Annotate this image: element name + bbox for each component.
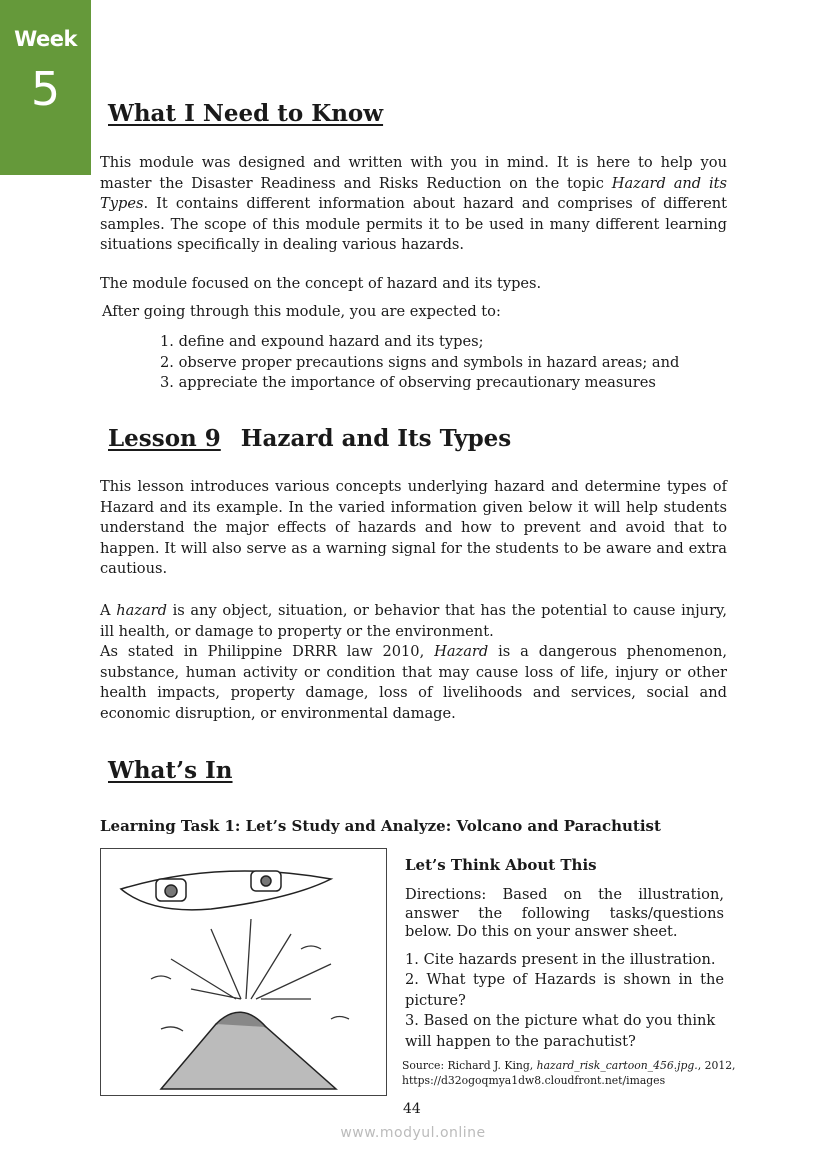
drrr-law-definition: As stated in Philippine DRRR law 2010, Hazard is a dangerous phenomenon, substance, human activity or condition that may cause loss of life, injury or other health impacts, property damage, loss of livelihoods and services, social and economic disruption, or environmental damage. bbox=[100, 643, 727, 722]
week-label: Week bbox=[14, 27, 77, 51]
week-number: 5 bbox=[30, 62, 61, 116]
think-heading: Let’s Think About This bbox=[405, 856, 597, 874]
module-intro: This module was designed and written with you in mind. It is here to help you master the Disaster Readiness and Risks Reduction on the topic Hazard and its Types. It contains different information about hazard and comprises of different samples. The scope of this module permits it to be used in many different learning situations specifically in dealing various hazards. bbox=[100, 154, 727, 254]
volcano-icon bbox=[161, 1012, 336, 1089]
hazard-definition: A hazard is any object, situation, or behavior that has the potential to cause injury, ill health, or damage to property or the environment. bbox=[100, 602, 727, 640]
heading-what-i-need-to-know: What I Need to Know bbox=[108, 100, 384, 127]
question: 2. What type of Hazards is shown in the picture? bbox=[405, 971, 724, 1009]
question: 1. Cite hazards present in the illustration. bbox=[405, 951, 716, 968]
lesson-heading: Lesson 9 Hazard and Its Types bbox=[108, 425, 512, 452]
airplane-icon bbox=[121, 871, 331, 910]
volcano-parachutist-illustration bbox=[100, 848, 387, 1096]
page-number: 44 bbox=[403, 1101, 421, 1117]
objective: 1. define and expound hazard and its types; bbox=[160, 333, 484, 350]
question: 3. Based on the picture what do you think will happen to the parachutist? bbox=[405, 1012, 716, 1050]
week-tab bbox=[0, 0, 91, 175]
directions: Directions: Based on the illustration, answer the following tasks/questions below. Do this on your answer sheet. bbox=[405, 886, 724, 940]
learning-task-title: Learning Task 1: Let’s Study and Analyze: Volcano and Parachutist bbox=[100, 817, 661, 835]
objective: 2. observe proper precautions signs and symbols in hazard areas; and bbox=[160, 353, 680, 371]
image-source: Source: Richard J. King, hazard_risk_cartoon_456.jpg., 2012, https://d32ogoqmya1dw8.cloudfront.net/images bbox=[402, 1059, 736, 1087]
module-focus: The module focused on the concept of hazard and its types. bbox=[100, 275, 542, 292]
heading-whats-in: What’s In bbox=[108, 757, 233, 784]
lesson-intro: This lesson introduces various concepts underlying hazard and determine types of Hazard and its example. In the varied information given below it will help students understand the major effects of hazards and how to prevent and avoid that to happen. It will also serve as a warning signal for the students to be aware and extra cautious. bbox=[100, 478, 727, 578]
objectives-list bbox=[160, 332, 679, 394]
watermark: www.modyul.online bbox=[340, 1125, 486, 1141]
objective: 3. appreciate the importance of observing precautionary measures bbox=[160, 374, 656, 392]
expected-intro: After going through this module, you are expected to: bbox=[102, 303, 501, 320]
